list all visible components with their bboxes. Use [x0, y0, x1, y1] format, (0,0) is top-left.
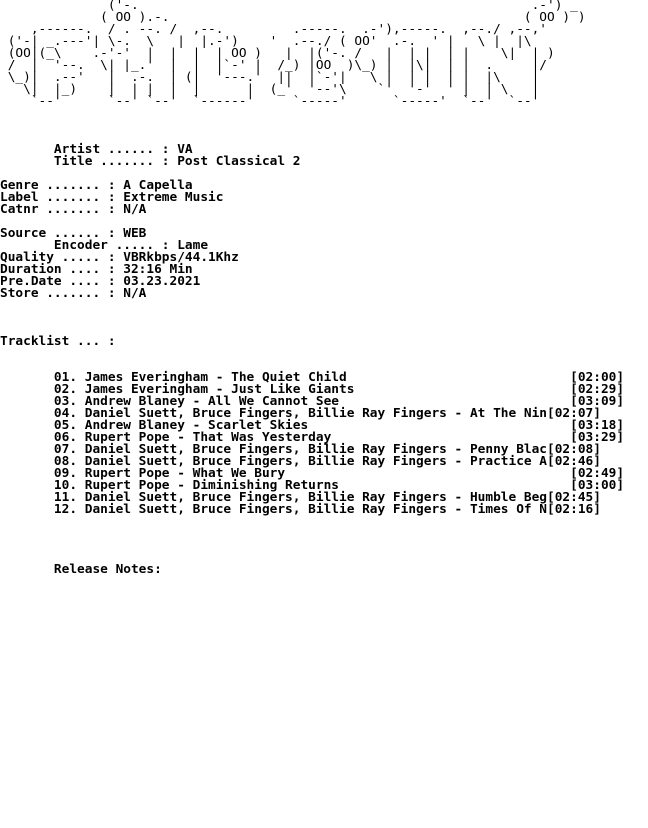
catnr-field: Catnr ....... : N/A — [0, 202, 147, 217]
predate-field: Pre.Date .... : 03.23.2021 — [0, 274, 201, 289]
track-row: 09. Rupert Pope - What We Bury [02:49] — [0, 466, 625, 481]
blank-line — [0, 300, 624, 312]
genre-field: Genre ....... : A Capella — [0, 178, 193, 193]
release-notes-heading: Release Notes: — [0, 562, 162, 577]
ascii-logo — [0, 0, 624, 108]
track-row: 01. James Everingham - The Quiet Child [02:00] — [0, 370, 625, 385]
blank-line — [0, 312, 624, 324]
track-row: 12. Daniel Suett, Bruce Fingers, Billie Ray Fingers - Times Of N[02:16] — [0, 502, 601, 517]
logo-line: / | '--. \| |_.' | | |`-' | /_) |OO )\_) | |\| | | . |/ — [0, 58, 555, 73]
track-row: 08. Daniel Suett, Bruce Fingers, Billie Ray Fingers - Practice A[02:46] — [0, 454, 601, 469]
label-field: Label ....... : Extreme Music — [0, 190, 224, 205]
track-row: 02. James Everingham - Just Like Giants [02:29] — [0, 382, 625, 397]
tracklist-heading: Tracklist ... : — [0, 334, 116, 349]
artist-field: Artist ...... : VA — [0, 142, 193, 157]
logo-line: `--' `--' `--' `------' `-----' `-----' `--' `--' — [0, 94, 555, 109]
blank-line — [0, 108, 624, 120]
blank-line — [0, 528, 624, 540]
source-field: Source ...... : WEB — [0, 226, 147, 241]
track-row: 05. Andrew Blaney - Scarlet Skies [03:18] — [0, 418, 625, 433]
logo-line: ,------. / . --. / ,--. .-----. .-'),-----. ,--./ ,--,' — [0, 22, 555, 37]
track-row: 11. Daniel Suett, Bruce Fingers, Billie Ray Fingers - Humble Beg[02:45] — [0, 490, 601, 505]
quality-field: Quality ..... : VBRkbps/44.1Khz — [0, 250, 239, 265]
blank-line — [0, 516, 624, 528]
blank-line — [0, 120, 624, 132]
blank-line — [0, 348, 624, 360]
release-info — [0, 144, 624, 300]
duration-field: Duration .... : 32:16 Min — [0, 262, 193, 277]
logo-line: ('-. .-') _ — [0, 0, 586, 13]
encoder-field: Encoder ..... : Lame — [0, 238, 209, 253]
track-row: 04. Daniel Suett, Bruce Fingers, Billie Ray Fingers - At The Nin[02:07] — [0, 406, 601, 421]
blank-line — [0, 540, 624, 552]
track-row: 06. Rupert Pope - That Was Yesterday [03:29] — [0, 430, 625, 445]
title-field: Title ....... : Post Classical 2 — [0, 154, 301, 169]
store-field: Store ....... : N/A — [0, 286, 147, 301]
logo-line: (OO|(_\ .-'-' | | | | OO ) | |('-. / | | | | | \| | ) — [0, 46, 555, 61]
logo-line: \| |_) | | | | | | (_' '--'\ `' '-' ' | | \ | — [0, 82, 555, 97]
track-row: 03. Andrew Blaney - All We Cannot See [03:09] — [0, 394, 625, 409]
track-row: 07. Daniel Suett, Bruce Fingers, Billie Ray Fingers - Penny Blac[02:08] — [0, 442, 601, 457]
tracklist — [0, 372, 624, 516]
logo-line: ( OO ).-. ( OO ) ) — [0, 10, 586, 25]
logo-line: ('-| _.---'| \-. \ | |.-') ' .--./ ( OO' .-. ' | \ | |\ — [0, 34, 540, 49]
logo-line: \_)| .--' | .-. | (| '---.' || |`-'| \ | | | | | |\ | — [0, 70, 555, 85]
track-row: 10. Rupert Pope - Diminishing Returns [03:00] — [0, 478, 625, 493]
